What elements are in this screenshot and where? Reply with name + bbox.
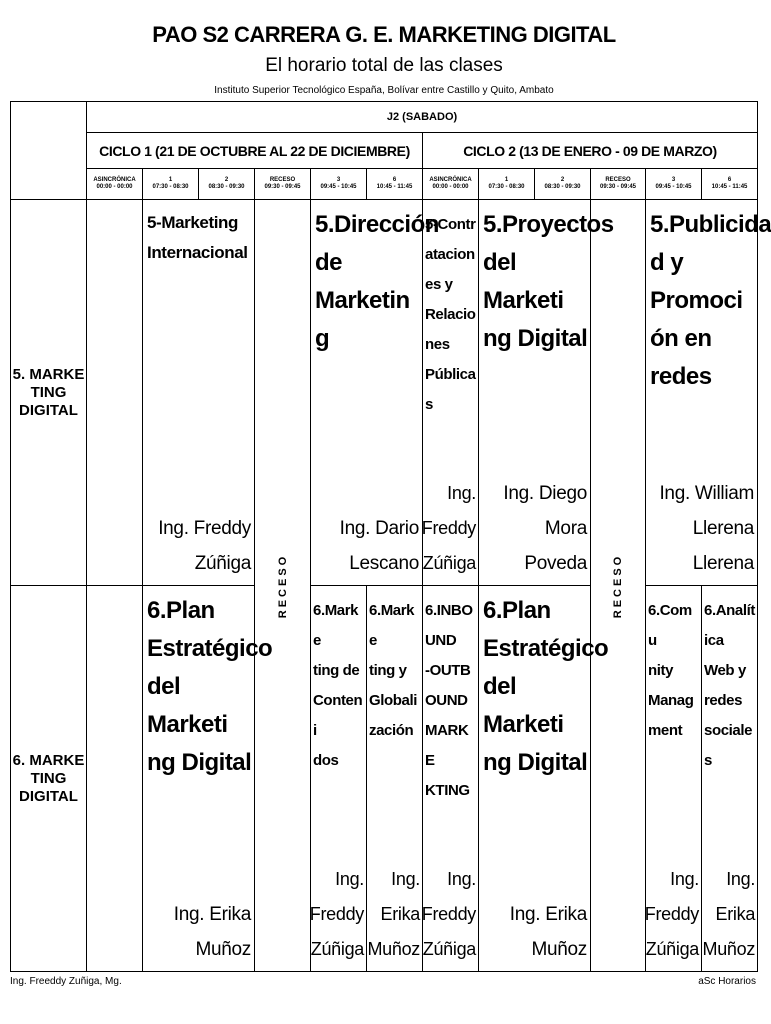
class-cell[interactable] <box>311 586 367 972</box>
class-cell[interactable] <box>646 200 771 586</box>
ciclo2-header: CICLO 2 (13 DE ENERO - 09 DE MARZO) <box>423 133 758 169</box>
period-header: 1 07:30 - 08:30 <box>143 169 199 200</box>
row-label: 5. MARKE TING DIGITAL <box>11 200 87 586</box>
period-header: 6 10:45 - 11:45 <box>367 169 423 200</box>
empty-slot <box>87 586 143 972</box>
class-teacher: Ing. Freddy Zúñiga <box>644 869 699 959</box>
receso-column <box>591 200 646 972</box>
corner-cell <box>11 102 87 200</box>
class-cell[interactable] <box>143 586 273 972</box>
period-header: RECESO 09:30 - 09:45 <box>255 169 311 200</box>
receso-column <box>255 200 311 972</box>
class-teacher: Ing. Erika Muñoz <box>509 904 587 960</box>
period-header: 2 08:30 - 09:30 <box>199 169 255 200</box>
class-subject: 5.Proyectos del Marketi ng Digital <box>483 211 614 352</box>
class-subject: 5.Publicida d y Promoci ón en redes <box>650 211 771 390</box>
class-subject: 5.Dirección de Marketin g <box>315 211 439 352</box>
class-cell[interactable] <box>423 586 479 972</box>
class-cell[interactable] <box>367 586 423 972</box>
receso-label: RECESO <box>276 553 289 618</box>
period-header: 1 07:30 - 08:30 <box>479 169 535 200</box>
class-subject: 6.INBO UND -OUTB OUND MARKE KTING <box>425 602 473 799</box>
page-title: PAO S2 CARRERA G. E. MARKETING DIGITAL <box>152 22 616 47</box>
class-cell[interactable] <box>646 586 702 972</box>
class-subject: 6.Marke ting de Conteni dos <box>313 602 363 769</box>
class-cell[interactable] <box>143 200 255 586</box>
schedule-table <box>10 101 771 972</box>
class-subject: 6.Plan Estratégico del Marketi ng Digital <box>483 597 609 776</box>
class-teacher: Ing. Dario Lescano <box>339 518 419 574</box>
class-cell[interactable] <box>311 200 439 586</box>
class-teacher: Ing. Freddy Zúñiga <box>158 518 251 574</box>
ciclo1-header: CICLO 1 (21 DE OCTUBRE AL 22 DE DICIEMBRE) <box>87 133 423 169</box>
class-subject: 6.Analít ica Web y redes sociale s <box>704 602 755 769</box>
day-header: J2 (SABADO) <box>87 102 758 133</box>
class-subject: 6.Marke ting y Globali zación <box>369 602 418 739</box>
class-cell[interactable] <box>702 586 758 972</box>
class-teacher: Ing. Erika Muñoz <box>173 904 251 960</box>
class-cell[interactable] <box>423 200 479 586</box>
page-subtitle: El horario total de las clases <box>265 55 503 76</box>
institute-address: Instituto Superior Tecnológico España, Bolívar entre Castillo y Quito, Ambato <box>214 85 554 96</box>
class-teacher: Ing. Diego Mora Poveda <box>503 483 587 574</box>
footer-software: aSc Horarios <box>698 976 756 987</box>
class-teacher: Ing. Erika Muñoz <box>367 869 420 959</box>
period-header: ASINCRÓNICA 00:00 - 00:00 <box>423 169 479 200</box>
class-subject: 5-Contr atacion es y Relacio nes Pública s <box>425 216 476 413</box>
class-teacher: Ing. Erika Muñoz <box>702 869 756 959</box>
class-teacher: Ing. William Llerena Llerena <box>659 483 755 574</box>
period-header: 3 09:45 - 10:45 <box>646 169 702 200</box>
class-subject: 6.Plan Estratégico del Marketi ng Digital <box>147 597 273 776</box>
empty-slot <box>87 200 143 586</box>
receso-label: RECESO <box>612 553 624 618</box>
class-subject: 5-Marketing Internacional <box>147 213 248 262</box>
row-label: 6. MARKE TING DIGITAL <box>11 586 87 972</box>
period-header: ASINCRÓNICA 00:00 - 00:00 <box>87 169 143 200</box>
period-header: 6 10:45 - 11:45 <box>702 169 758 200</box>
class-cell[interactable] <box>479 586 609 972</box>
class-teacher: Ing. Freddy Zúñiga <box>421 869 476 959</box>
footer-author: Ing. Freeddy Zuñiga, Mg. <box>10 976 122 987</box>
period-header: 3 09:45 - 10:45 <box>311 169 367 200</box>
period-header: 2 08:30 - 09:30 <box>535 169 591 200</box>
class-cell[interactable] <box>479 200 614 586</box>
class-teacher: Ing. Freddy Zúñiga <box>421 483 476 573</box>
class-teacher: Ing. Freddy Zúñiga <box>309 869 364 959</box>
class-subject: 6.Comu nity Manag ment <box>648 602 694 739</box>
period-header: RECESO 09:30 - 09:45 <box>591 169 646 200</box>
